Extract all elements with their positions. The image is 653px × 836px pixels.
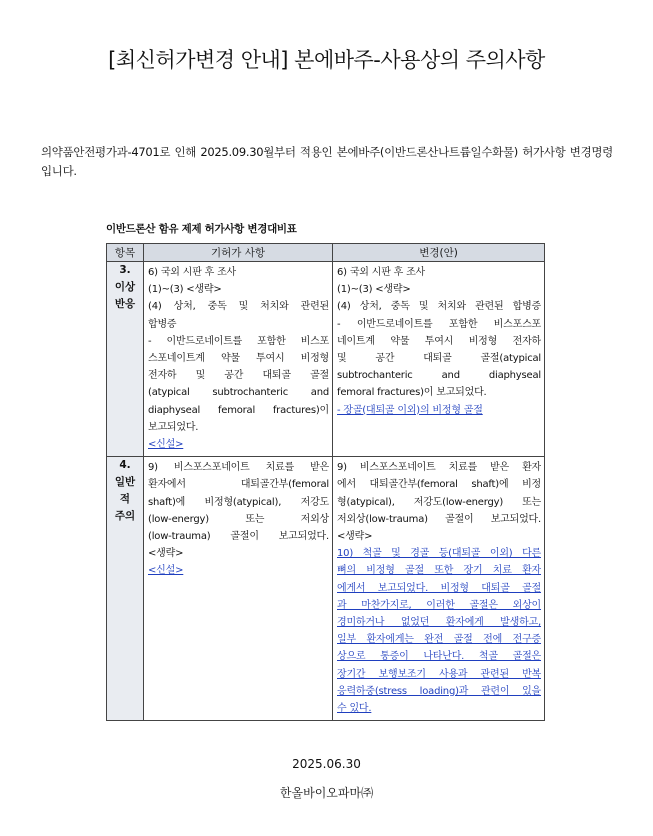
header-before: 기허가 사항 <box>144 244 333 262</box>
item-label-line: 4. <box>119 459 131 472</box>
company-name: 한올바이오파마㈜ <box>279 786 374 800</box>
new-text-line: 경미하거나 없었던 환자에게 발생하고, <box>337 617 541 629</box>
item-label-line: 3. <box>119 264 131 276</box>
revised-text-cell <box>333 262 545 457</box>
table-caption: 이반드론산 함유 제제 허가사항 변경대비표 <box>106 223 297 235</box>
item-label-line: 주의 <box>114 510 136 523</box>
text-line: 스포네이트계 약물 투여시 비정형 <box>148 353 329 365</box>
header-item: 항목 <box>107 244 144 262</box>
text-line: 에서 대퇴골간부(femoral shaft)에 비정 <box>337 479 541 491</box>
text-line: 9) 비스포스포네이트 치료를 받은 <box>148 462 329 474</box>
item-label-line: 일반 <box>114 476 136 489</box>
new-text-line: 10) 척골 및 경골 등(대퇴골 이외) 다른 <box>337 548 541 560</box>
text-line: 합병증 <box>148 318 177 330</box>
text-line: 9) 비스포스포네이트 치료를 받은 환자 <box>337 462 541 474</box>
new-text-line: 뼈의 비정형 골절 또한 장기 치료 환자 <box>337 565 541 577</box>
text-line: 및 공간 대퇴골 골절(atypical <box>337 353 541 365</box>
new-text-line: 응력하중(stress loading)과 관련이 있을 <box>337 685 541 697</box>
text-line: 네이트계 약물 투여시 비정형 전자하 <box>337 335 541 347</box>
text-line: <생략> <box>148 548 184 560</box>
new-text-line: 에게서 보고되었다. 비정형 대퇴골 골절 <box>337 582 541 594</box>
comparison-table <box>106 243 545 721</box>
text-line: 6) 국외 시판 후 조사 <box>148 267 236 278</box>
text-line: shaft)에 비정형(atypical), 저강도 <box>148 496 329 508</box>
text-line: (1)~(3) <생략> <box>337 284 411 296</box>
text-line: - 이반드로네이트를 포함한 비스포스포 <box>337 318 541 330</box>
new-text-line: 수 있다. <box>337 703 372 715</box>
new-text-line: 과 마찬가지로, 이러한 골절은 외상이 <box>337 599 541 611</box>
new-text-line: <신설> <box>148 565 184 577</box>
document-date: 2025.06.30 <box>292 757 361 771</box>
new-text-line: 일부 환자에게는 완전 골절 전에 전구증 <box>337 634 541 646</box>
text-line: diaphyseal femoral fractures)이 <box>148 404 329 416</box>
text-line: 6) 국외 시판 후 조사 <box>337 267 425 278</box>
text-line: (4) 상처, 중독 및 처치와 관련된 <box>148 301 329 313</box>
text-line: (atypical subtrochanteric and <box>148 387 329 399</box>
previous-text-cell <box>144 457 333 721</box>
row-item-label <box>107 457 144 721</box>
table-row <box>107 457 545 721</box>
text-line: (low-energy) 또는 저외상 <box>148 513 329 525</box>
item-label-line: 적 <box>119 493 131 506</box>
new-text-line: 장기간 보행보조기 사용과 관련된 반복 <box>337 668 541 680</box>
intro-paragraph: 의약품안전평가과-4701로 인해 2025.09.30월부터 적용인 본에바주(이반드론산나트륨일수화물) 허가사항 변경명령입니다. <box>41 145 613 178</box>
text-line: (low-trauma) 골절이 보고되었다. <box>148 531 329 543</box>
document-title: [최신허가변경 안내] 본에바주-사용상의 주의사항 <box>108 48 545 72</box>
text-line: (4) 상처, 중독 및 처치와 관련된 합병증 <box>337 301 541 313</box>
new-text-line: 상으로 통증이 나타난다. 척골 골절은 <box>337 651 541 663</box>
header-after: 변경(안) <box>333 244 545 262</box>
previous-text-cell <box>144 262 333 457</box>
item-label-line: 반응 <box>114 298 136 310</box>
item-label-line: 이상 <box>114 281 136 293</box>
text-line: (1)~(3) <생략> <box>148 284 222 296</box>
text-line: - 이반드로네이트를 포함한 비스포 <box>148 335 329 347</box>
text-line: 보고되었다. <box>148 421 199 433</box>
new-text-line: <신설> <box>148 439 184 451</box>
revised-text-cell <box>333 457 545 721</box>
text-line: 전자하 및 공간 대퇴골 골절 <box>148 370 329 382</box>
text-line: subtrochanteric and diaphyseal <box>337 370 541 382</box>
text-line: <생략> <box>337 531 373 543</box>
text-line: 환자에서 대퇴골간부(femoral <box>148 479 329 491</box>
table-row <box>107 262 545 457</box>
table-header-row <box>107 244 545 262</box>
new-text-line: - 장골(대퇴골 이외)의 비정형 골절 <box>337 404 483 416</box>
text-line: femoral fractures)이 보고되었다. <box>337 387 487 399</box>
text-line: 저외상(low-trauma) 골절이 보고되었다. <box>337 513 541 525</box>
row-item-label <box>107 262 144 457</box>
text-line: 형(atypical), 저강도(low-energy) 또는 <box>337 496 541 508</box>
